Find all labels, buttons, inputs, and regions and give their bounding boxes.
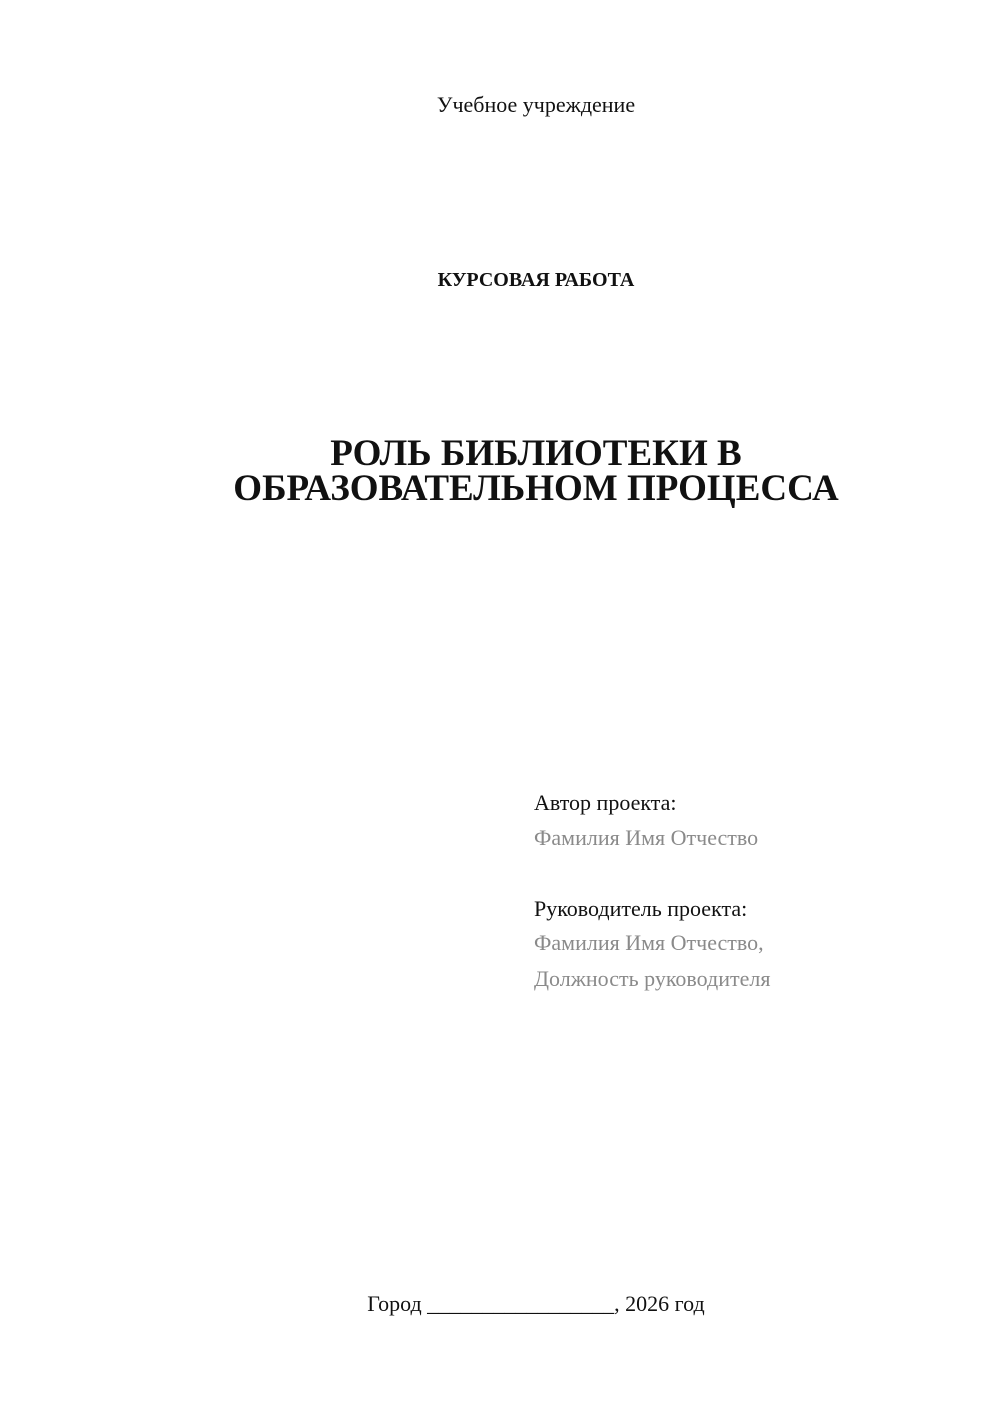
city-label: Город [367,1291,422,1316]
supervisor-name: Фамилия Имя Отчество, [534,930,764,955]
author-name: Фамилия Имя Отчество [534,825,759,850]
supervisor-label: Руководитель проекта: [534,896,748,921]
supervisor-position: Должность руководителя [534,966,771,991]
year: , 2026 год [614,1291,705,1316]
title-line-2: ОБРАЗОВАТЕЛЬНОМ ПРОЦЕССА [233,468,839,509]
footer-city-year [0,1291,1000,1317]
institution-name: Учебное учреждение [436,92,636,117]
author-label: Автор проекта: [534,790,677,815]
work-type: КУРСОВАЯ РАБОТА [437,269,635,291]
city-blank: _________________ [427,1291,615,1316]
title-line-1: РОЛЬ БИБЛИОТЕКИ В [330,433,742,474]
document-title [0,433,1000,509]
